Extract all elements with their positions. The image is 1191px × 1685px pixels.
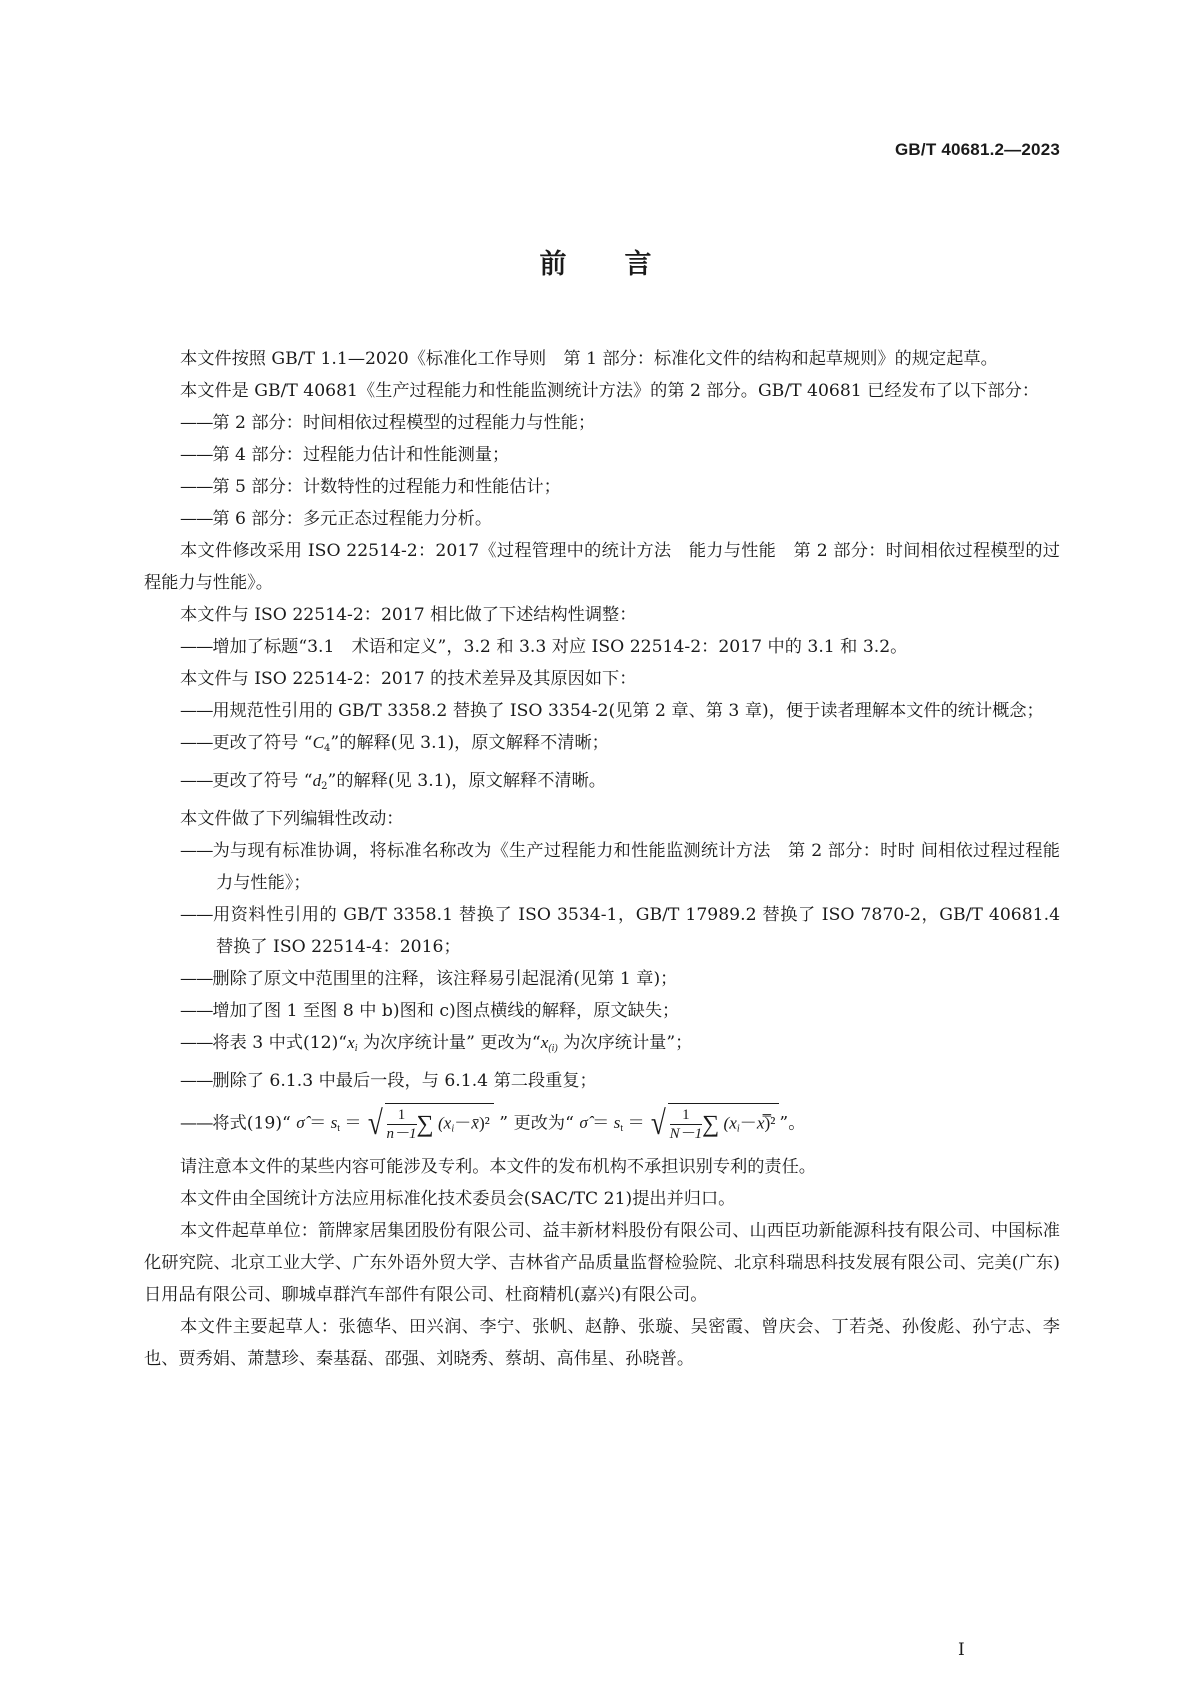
text-fragment: 更改了符号 “ bbox=[212, 771, 313, 791]
paragraph-modified-adoption: 本文件修改采用 ISO 22514-2：2017《过程管理中的统计方法 能力与性能 第 2 部分：时间相依过程模型的过程能力与性能》。 bbox=[144, 541, 1060, 593]
editorial-text: 删除了原文中范围里的注释，该注释易引起混淆(见第 1 章)； bbox=[212, 969, 678, 989]
paragraph-editorial-intro: 本文件做了下列编辑性改动： bbox=[180, 809, 404, 829]
sum-symbol: ∑ bbox=[702, 1111, 720, 1138]
paragraph-structural-intro: 本文件与 ISO 22514-2：2017 相比做了下述结构性调整： bbox=[180, 605, 637, 625]
x-double-bar: x̿ bbox=[756, 1113, 765, 1133]
list-item-part bbox=[144, 407, 1060, 439]
subscript: i bbox=[451, 1123, 455, 1135]
equals: ＝ bbox=[627, 1113, 645, 1133]
fraction bbox=[387, 1106, 417, 1143]
list-item-editorial bbox=[144, 963, 1060, 995]
numerator: 1 bbox=[387, 1106, 417, 1125]
editorial-text: 删除了 6.1.3 中最后一段，与 6.1.4 第二段重复； bbox=[212, 1071, 597, 1091]
dash: —— bbox=[180, 477, 213, 497]
part-text: 第 6 部分：多元正态过程能力分析。 bbox=[212, 509, 493, 529]
sqrt-icon: √ bbox=[367, 1105, 383, 1143]
square: )² bbox=[478, 1113, 490, 1133]
structural-text: 增加了标题“3.1 术语和定义”，3.2 和 3.3 对应 ISO 22514-2：2017 中的 3.1 和 3.2。 bbox=[212, 637, 908, 657]
part-text: 第 4 部分：过程能力估计和性能测量； bbox=[212, 445, 510, 465]
dash: —— bbox=[180, 413, 213, 433]
sqrt-icon: √ bbox=[650, 1105, 666, 1143]
symbol-x: x bbox=[347, 1033, 355, 1052]
radicand bbox=[385, 1103, 494, 1145]
list-item-part bbox=[144, 471, 1060, 503]
text-fragment: ” 更改为“ bbox=[499, 1113, 574, 1134]
standard-number: GB/T 40681.2—2023 bbox=[895, 140, 1060, 159]
dash: —— bbox=[180, 1071, 213, 1091]
dash: —— bbox=[180, 771, 213, 791]
list-item-part bbox=[144, 439, 1060, 471]
text-fragment: ”。 bbox=[779, 1113, 806, 1134]
paragraph-drafting-units: 本文件起草单位：箭牌家居集团股份有限公司、益丰新材料股份有限公司、山西臣功新能源科技有限公司、中国标准化研究院、北京工业大学、广东外语外贸大学、吉林省产品质量监督检验院、北京科瑞思科技发展有限公司、完美(广东)日用品有限公司、聊城卓群汽车部件有限公司、杜商精机(嘉兴)有限公司。 bbox=[144, 1221, 1060, 1306]
subscript: (i) bbox=[548, 1043, 558, 1054]
formula-new bbox=[579, 1103, 779, 1145]
denominator: n－1 bbox=[386, 1126, 417, 1142]
subscript: i bbox=[736, 1123, 740, 1135]
editorial-text: 增加了图 1 至图 8 中 b)图和 c)图点横线的解释，原文缺失； bbox=[212, 1001, 680, 1021]
dash: —— bbox=[180, 1001, 213, 1021]
text-fragment: 将表 3 中式(12)“ bbox=[212, 1033, 348, 1053]
text-fragment: 为次序统计量”； bbox=[557, 1033, 693, 1053]
editorial-text: 为与现有标准协调，将标准名称改为《生产过程能力和性能监测统计方法 第 2 部分：时时 间相依过程过程能力与性能》； bbox=[212, 841, 1060, 893]
formula-old bbox=[296, 1103, 494, 1145]
dash: —— bbox=[180, 905, 213, 925]
list-item-editorial bbox=[144, 1065, 1060, 1097]
list-item-editorial bbox=[144, 995, 1060, 1027]
paragraph-drafters: 本文件主要起草人：张德华、田兴润、李宁、张帆、赵静、张璇、吴密霞、曾庆会、丁若尧、孙俊彪、孙宁志、李也、贾秀娟、萧慧珍、秦基磊、邵强、刘晓秀、蔡胡、高伟星、孙晓普。 bbox=[144, 1317, 1060, 1370]
subscript: i bbox=[354, 1043, 358, 1054]
equals: ＝ bbox=[309, 1113, 327, 1133]
list-item-formula-change bbox=[144, 1103, 1060, 1145]
term: (x bbox=[437, 1113, 452, 1133]
list-item-editorial bbox=[144, 835, 1060, 899]
paragraph-drafting-rules: 本文件按照 GB/T 1.1—2020《标准化工作导则 第 1 部分：标准化文件的结构和起草规则》的规定起草。 bbox=[180, 349, 998, 369]
sigma-hat: σ̂ bbox=[579, 1113, 588, 1133]
paragraph-tech-diff-intro: 本文件与 ISO 22514-2：2017 的技术差异及其原因如下： bbox=[180, 669, 637, 689]
subscript: 4 bbox=[324, 743, 331, 754]
dash: —— bbox=[180, 701, 213, 721]
dash: —— bbox=[180, 637, 213, 657]
sum-symbol: ∑ bbox=[416, 1111, 434, 1138]
dash: —— bbox=[180, 445, 213, 465]
symbol-s: s bbox=[330, 1113, 338, 1133]
list-item-tech-diff bbox=[144, 695, 1060, 727]
subscript: 2 bbox=[321, 781, 328, 792]
paragraph-patent-notice: 请注意本文件的某些内容可能涉及专利。本文件的发布机构不承担识别专利的责任。 bbox=[180, 1157, 816, 1178]
term: (x bbox=[723, 1113, 737, 1133]
dash: —— bbox=[180, 841, 213, 861]
symbol-c: C bbox=[312, 733, 325, 752]
text-fragment: 将式(19)“ bbox=[212, 1113, 291, 1134]
part-text: 第 5 部分：计数特性的过程能力和性能估计； bbox=[212, 477, 561, 497]
page-number: I bbox=[958, 1640, 965, 1660]
list-item-tech-diff bbox=[144, 727, 1060, 765]
dash: —— bbox=[180, 733, 213, 753]
minus: － bbox=[739, 1113, 757, 1133]
equals: ＝ bbox=[344, 1113, 362, 1133]
paragraph-series-intro: 本文件是 GB/T 40681《生产过程能力和性能监测统计方法》的第 2 部分。GB/T 40681 已经发布了以下部分： bbox=[180, 381, 1040, 401]
editorial-text: 用资料性引用的 GB/T 3358.1 替换了 ISO 3534-1，GB/T 17989.2 替换了 ISO 7870-2，GB/T 40681.4 替换了 ISO 22514-4：2016； bbox=[212, 905, 1060, 957]
dash: —— bbox=[180, 1033, 213, 1053]
dash: —— bbox=[180, 509, 213, 529]
symbol-s: s bbox=[613, 1113, 621, 1133]
dash: —— bbox=[180, 1113, 213, 1134]
fraction bbox=[670, 1106, 703, 1143]
symbol-x: x bbox=[540, 1033, 549, 1052]
denominator: N－1 bbox=[669, 1126, 703, 1142]
square: )² bbox=[764, 1113, 776, 1133]
text-fragment: 为次序统计量” 更改为“ bbox=[357, 1033, 541, 1053]
minus: － bbox=[454, 1113, 472, 1133]
text-fragment: ”的解释(见 3.1)，原文解释不清晰。 bbox=[327, 771, 606, 791]
list-item-editorial bbox=[144, 899, 1060, 963]
paragraph-proposer: 本文件由全国统计方法应用标准化技术委员会(SAC/TC 21)提出并归口。 bbox=[180, 1189, 736, 1210]
x-bar: x̄ bbox=[471, 1113, 479, 1133]
list-item-structural bbox=[144, 631, 1060, 663]
list-item-tech-diff bbox=[144, 765, 1060, 803]
page-title: 前言 bbox=[539, 249, 710, 280]
symbol-d: d bbox=[312, 771, 322, 790]
sigma-hat: σ̂ bbox=[296, 1113, 305, 1133]
numerator: 1 bbox=[670, 1106, 703, 1125]
text-fragment: 更改了符号 “ bbox=[212, 733, 313, 753]
list-item-part bbox=[144, 503, 1060, 535]
dash: —— bbox=[180, 969, 213, 989]
tech-diff-text: 用规范性引用的 GB/T 3358.2 替换了 ISO 3354-2(见第 2 章、第 3 章)，便于读者理解本文件的统计概念； bbox=[212, 701, 1044, 721]
part-text: 第 2 部分：时间相依过程模型的过程能力与性能； bbox=[212, 413, 596, 433]
list-item-editorial bbox=[144, 1027, 1060, 1065]
subscript: t bbox=[620, 1123, 624, 1135]
foreword-body bbox=[144, 343, 1060, 1375]
radicand bbox=[668, 1103, 780, 1145]
subscript: t bbox=[337, 1123, 341, 1135]
equals: ＝ bbox=[592, 1113, 610, 1133]
text-fragment: ”的解释(见 3.1)，原文解释不清晰； bbox=[330, 733, 609, 753]
